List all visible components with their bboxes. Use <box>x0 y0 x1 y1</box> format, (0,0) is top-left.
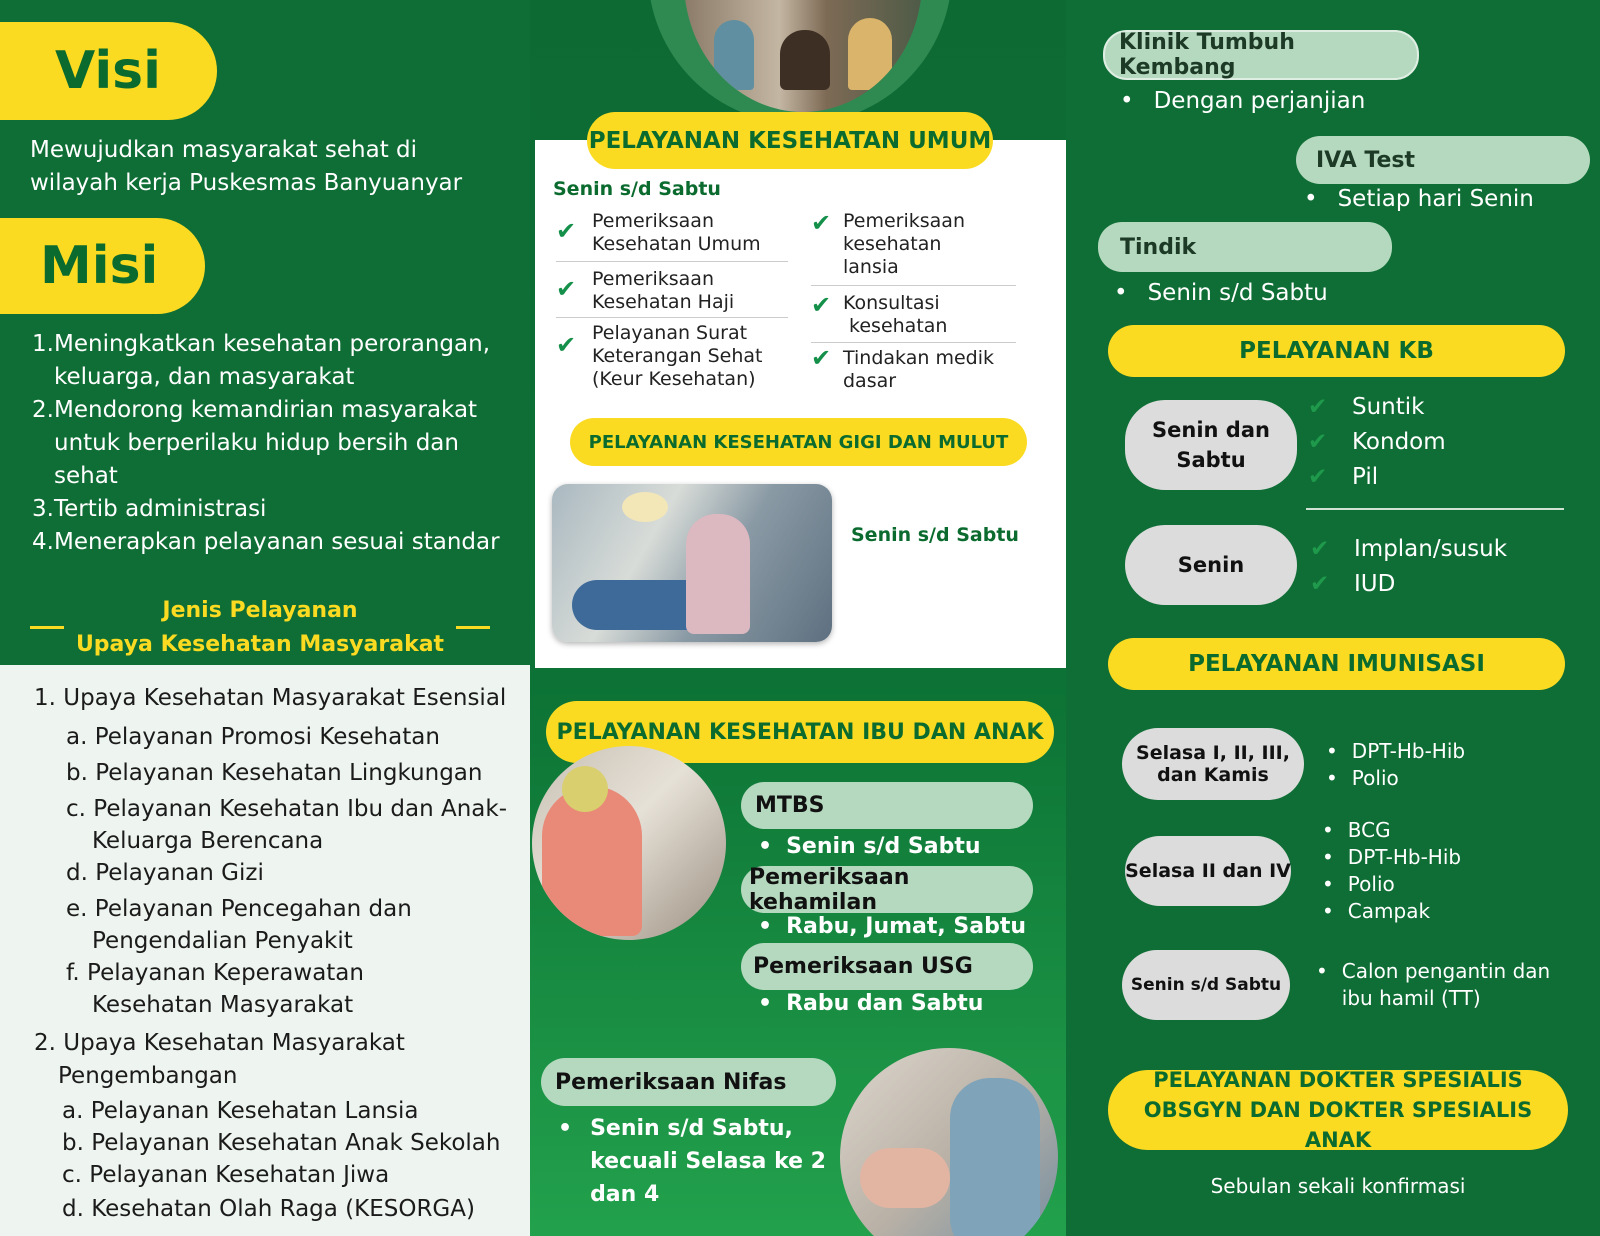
clinic-photo-figure <box>780 30 830 90</box>
umum-item: ✔ Pemeriksaan Kesehatan Haji <box>556 262 788 318</box>
misi-item: 4. Menerapkan pelayanan sesuai standar <box>32 529 500 555</box>
check-icon: ✔ <box>811 209 832 237</box>
baby-photo-figure <box>950 1078 1040 1236</box>
kb-methods-1 <box>1308 390 1446 495</box>
nifas-pill: Pemeriksaan Nifas <box>541 1058 836 1106</box>
clinic-photo-figure <box>848 18 892 90</box>
umum-item: ✔ Tindakan medik dasar <box>811 344 994 392</box>
misi-title: Misi <box>40 236 159 296</box>
bullet-icon: • <box>1322 845 1334 869</box>
misi-item: 1. Meningkatkan kesehatan perorangan, keluarga, dan masyarakat <box>32 331 491 390</box>
tindik-note: • Senin s/d Sabtu <box>1114 280 1328 306</box>
bullet-icon: • <box>1322 872 1334 896</box>
bullet-icon: • <box>1326 739 1338 763</box>
clinic-photo-figure <box>714 20 754 90</box>
bullet-icon: • <box>758 991 773 1016</box>
bullet-icon: • <box>1114 280 1128 306</box>
umum-item: ✔ Pemeriksaan Kesehatan Umum <box>556 210 788 262</box>
ukm-panel <box>0 665 530 1236</box>
check-icon: ✔ <box>1308 394 1328 420</box>
umum-days: Senin s/d Sabtu <box>553 178 721 200</box>
mtbs-pill: MTBS <box>741 782 1033 829</box>
usg-days: • Rabu dan Sabtu <box>758 991 984 1016</box>
bullet-icon: • <box>1316 959 1328 983</box>
misi-heading <box>0 218 205 314</box>
umum-col1 <box>556 210 788 391</box>
kia-title: PELAYANAN KESEHATAN IBU DAN ANAK <box>546 701 1054 763</box>
bullet-icon: • <box>758 834 773 859</box>
gigi-days: Senin s/d Sabtu <box>851 524 1019 546</box>
spesialis-title: PELAYANAN DOKTER SPESIALIS OBSGYN DAN DOKTER SPESIALIS ANAK <box>1108 1070 1568 1150</box>
umum-item: ✔ Konsultasi kesehatan <box>811 286 1016 343</box>
iva-pill: IVA Test <box>1296 136 1590 184</box>
visi-heading <box>0 22 217 120</box>
misi-item: 3. Tertib administrasi <box>32 496 267 522</box>
heading-rule-right <box>456 626 490 629</box>
bullet-icon: • <box>758 914 773 939</box>
kia-photo-figure <box>562 766 608 812</box>
imun-vax-3: • Calon pengantin dan ibu hamil (TT) <box>1316 959 1551 1010</box>
check-icon: ✔ <box>1310 536 1330 562</box>
tumbuh-kembang-note: • Dengan perjanjian <box>1120 88 1366 114</box>
spesialis-note: Sebulan sekali konfirmasi <box>1210 1174 1466 1198</box>
baby-photo-figure <box>860 1148 950 1208</box>
imun-vax-1: • DPT-Hb-Hib • Polio <box>1326 739 1466 790</box>
check-icon: ✔ <box>1308 464 1328 490</box>
ukm-pengembangan: 2. Upaya Kesehatan Masyarakat Pengembangan <box>34 1030 405 1089</box>
ukm-esensial-list: a. Pelayanan Promosi Kesehatan b. Pelayanan Kesehatan Lingkungan c. Pelayanan Kesehatan Ibu dan Anak- Keluarga Berencana d. Pelayanan Gizi e. Pelayanan Pencegahan dan Pengendalian Penyakit f. Pelayanan Keperawatan Kesehatan Masyarakat <box>66 724 507 1018</box>
kb-method: ✔ IUD <box>1310 567 1507 602</box>
kb-divider <box>1306 508 1564 510</box>
misi-list <box>32 328 527 559</box>
umum-item: ✔ Pemeriksaan kesehatan lansia <box>811 210 1016 286</box>
heading-rule-left <box>30 626 64 629</box>
visi-text: Mewujudkan masyarakat sehat di wilayah kerja Puskesmas Banyuanyar <box>30 137 463 196</box>
imun-day-2: Selasa II dan IV <box>1125 836 1291 906</box>
bullet-icon: • <box>1326 766 1338 790</box>
ukm-pengembangan-list: a. Pelayanan Kesehatan Lansia b. Pelayanan Kesehatan Anak Sekolah c. Pelayanan Kesehatan Jiwa d. Kesehatan Olah Raga (KESORGA) <box>62 1098 501 1222</box>
bullet-icon: • <box>1322 818 1334 842</box>
kb-method: ✔ Pil <box>1308 460 1446 495</box>
kb-day-senin-sabtu: Senin dan Sabtu <box>1125 400 1297 490</box>
bullet-icon: • <box>1322 899 1334 923</box>
nifas-days: • Senin s/d Sabtu, kecuali Selasa ke 2 dan 4 <box>558 1112 826 1211</box>
check-icon: ✔ <box>556 217 577 245</box>
imun-vax-2: • BCG • DPT-Hb-Hib • Polio • Campak <box>1322 818 1462 923</box>
check-icon: ✔ <box>556 275 577 303</box>
check-icon: ✔ <box>811 291 832 319</box>
bullet-icon: • <box>558 1116 573 1141</box>
kb-methods-2 <box>1310 532 1507 602</box>
kb-day-senin: Senin <box>1125 525 1297 605</box>
kb-method: ✔ Kondom <box>1308 425 1446 460</box>
iva-note: • Setiap hari Senin <box>1304 186 1534 212</box>
kb-method: ✔ Suntik <box>1308 390 1446 425</box>
dental-photo-lamp <box>622 492 668 522</box>
kehamilan-pill: Pemeriksaan kehamilan <box>741 866 1033 913</box>
imunisasi-title: PELAYANAN IMUNISASI <box>1108 638 1565 690</box>
mtbs-days: • Senin s/d Sabtu <box>758 834 981 859</box>
bullet-icon: • <box>1304 186 1318 212</box>
tumbuh-kembang-pill: Klinik Tumbuh Kembang <box>1103 30 1419 80</box>
jenis-pelayanan-heading: Jenis Pelayanan Upaya Kesehatan Masyarakat <box>75 598 445 657</box>
visi-title: Visi <box>55 41 161 101</box>
kehamilan-days: • Rabu, Jumat, Sabtu <box>758 914 1027 939</box>
imun-day-3: Senin s/d Sabtu <box>1122 950 1290 1020</box>
umum-title: PELAYANAN KESEHATAN UMUM <box>587 112 993 169</box>
kia-photo <box>532 746 726 940</box>
umum-item: ✔ Pelayanan Surat Keterangan Sehat (Keur Kesehatan) <box>556 322 763 390</box>
dental-photo-dentist <box>686 514 750 634</box>
bullet-icon: • <box>1120 88 1134 114</box>
kb-method: ✔ Implan/susuk <box>1310 532 1507 567</box>
ukm-esensial: 1. Upaya Kesehatan Masyarakat Esensial <box>34 685 507 711</box>
tindik-pill: Tindik <box>1098 222 1392 272</box>
gigi-title: PELAYANAN KESEHATAN GIGI DAN MULUT <box>570 418 1027 466</box>
umum-col2 <box>811 210 1016 393</box>
check-icon: ✔ <box>556 331 577 359</box>
dental-photo <box>552 484 832 642</box>
imun-day-1: Selasa I, II, III, dan Kamis <box>1122 728 1304 800</box>
kb-title: PELAYANAN KB <box>1108 325 1565 377</box>
usg-pill: Pemeriksaan USG <box>741 943 1033 990</box>
check-icon: ✔ <box>1310 571 1330 597</box>
misi-item: 2. Mendorong kemandirian masyarakat untuk berperilaku hidup bersih dan sehat <box>32 397 478 489</box>
check-icon: ✔ <box>811 344 832 372</box>
check-icon: ✔ <box>1308 429 1328 455</box>
